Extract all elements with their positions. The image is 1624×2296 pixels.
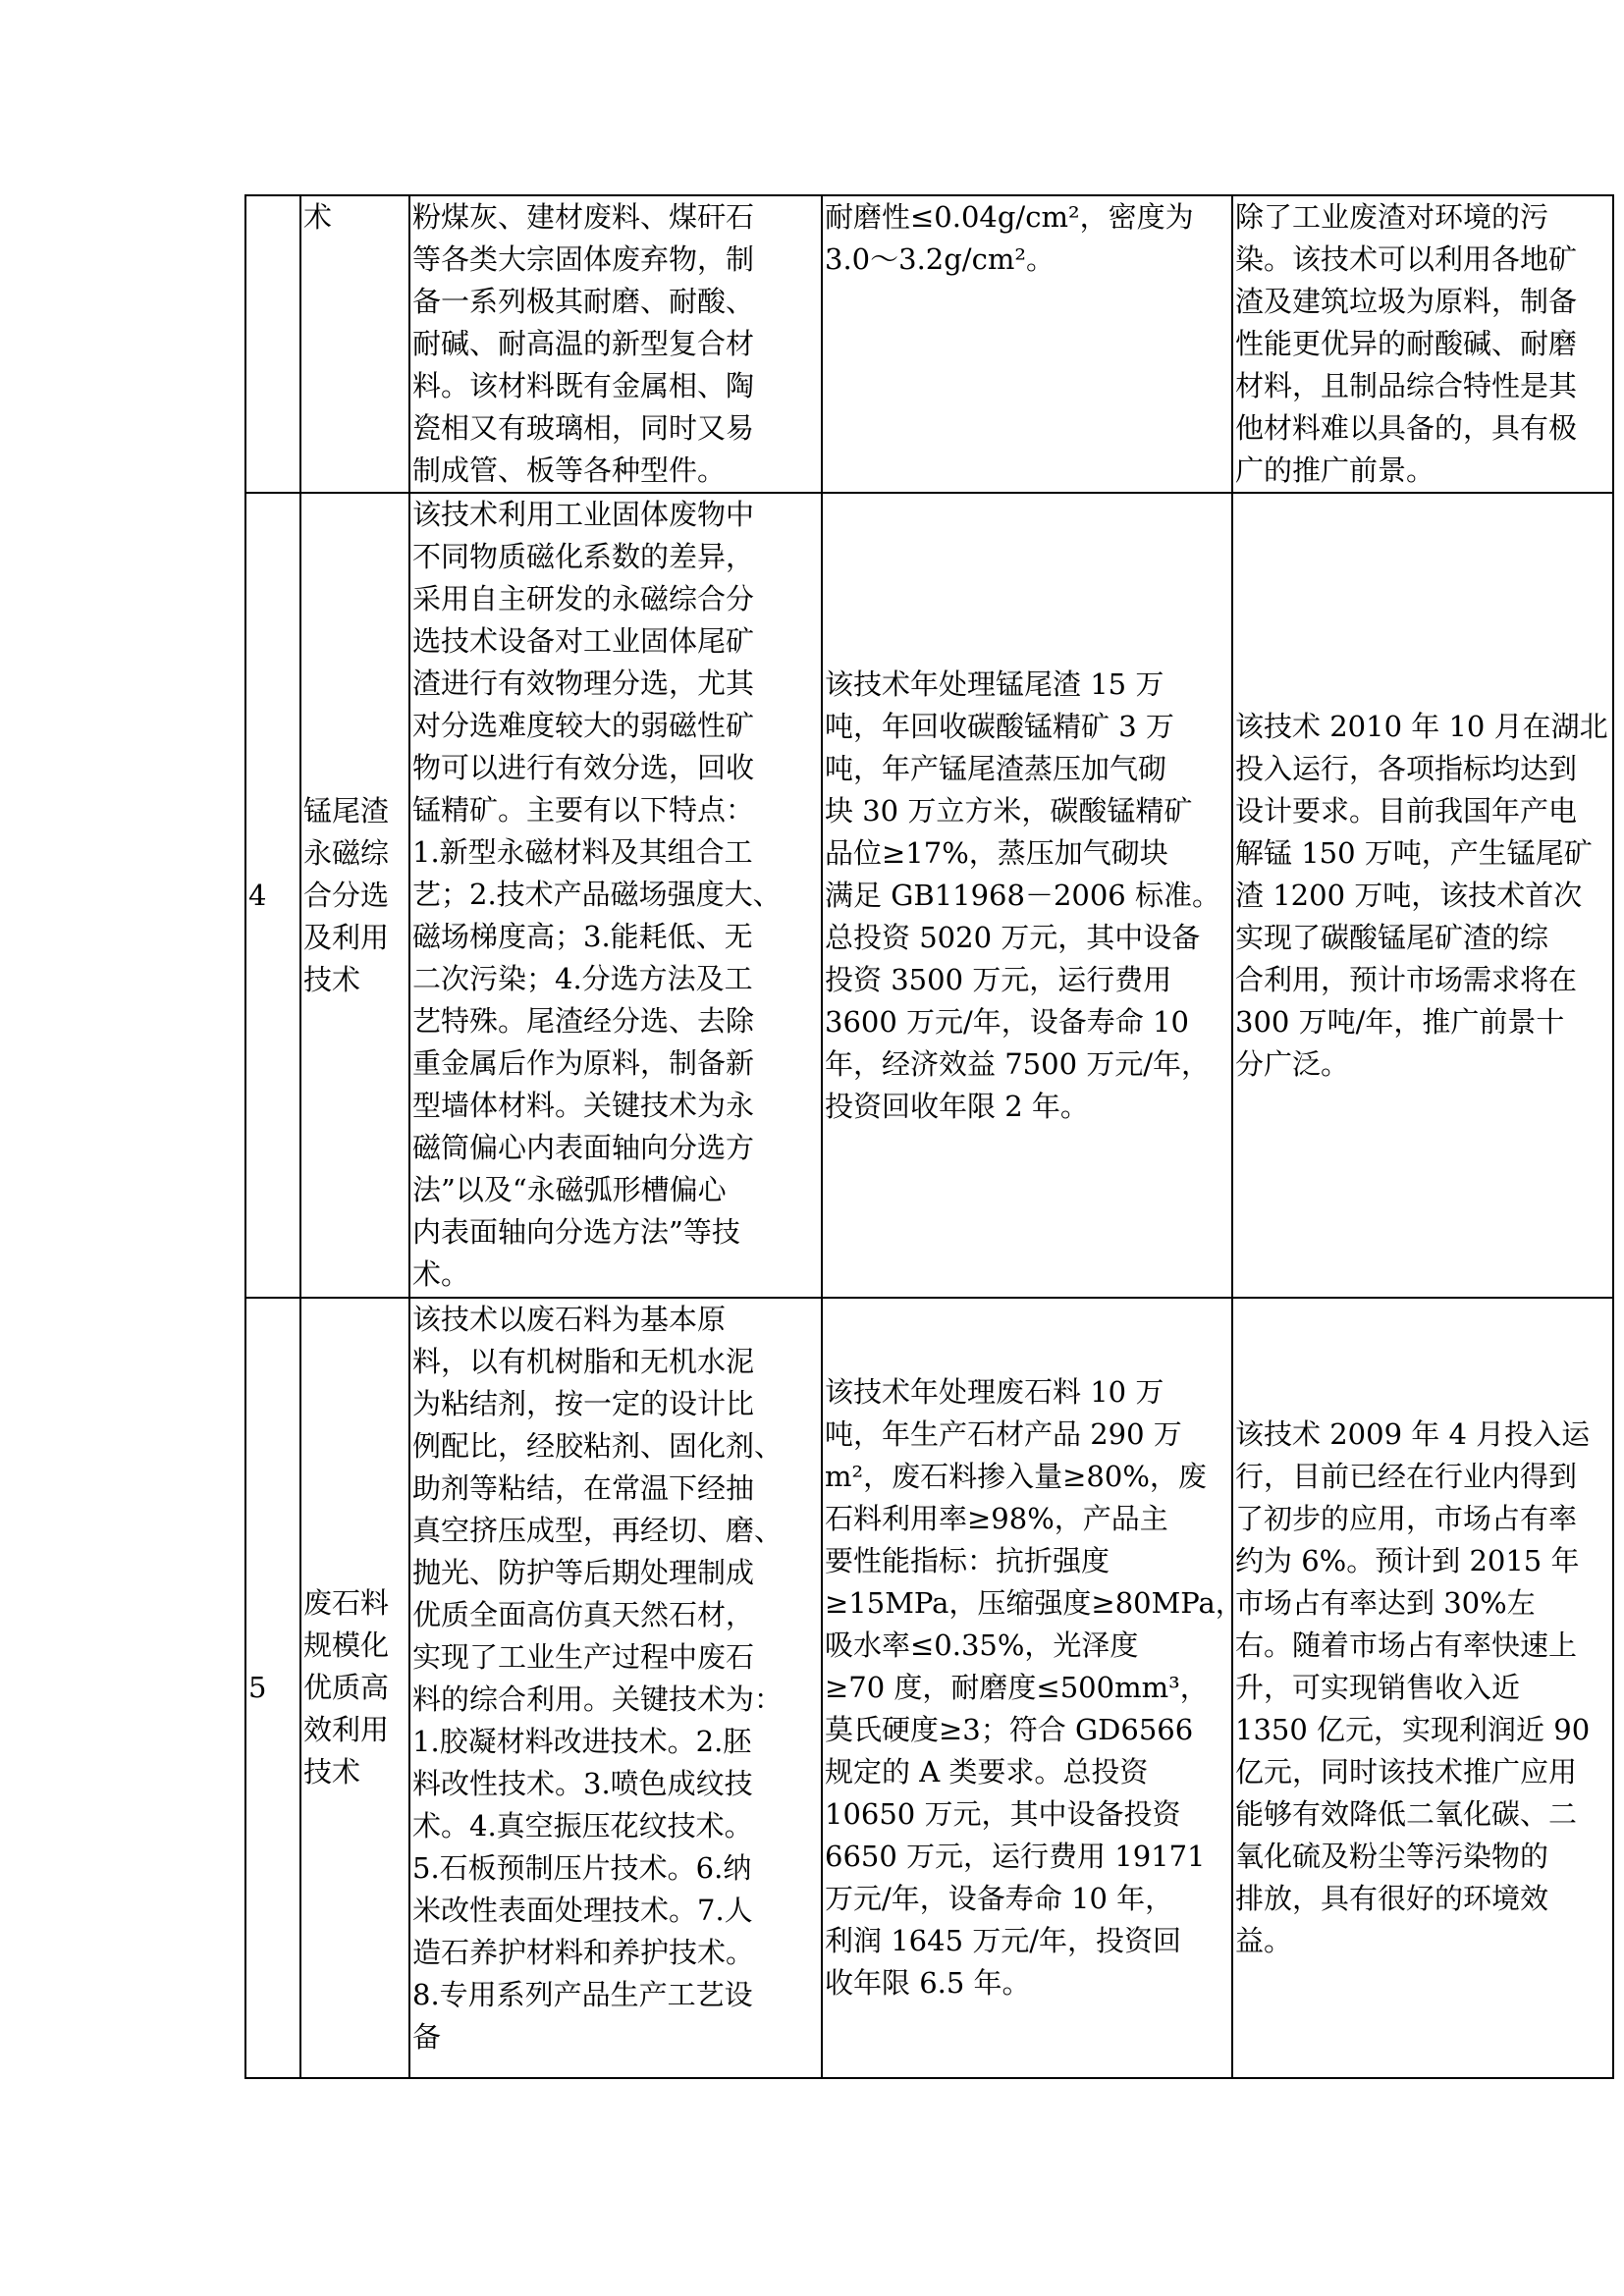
cell-text-line: 型墙体材料。关键技术为永 bbox=[412, 1089, 755, 1122]
cell-text-line: 该技术 2010 年 10 月在湖北 bbox=[1235, 709, 1608, 743]
cell-text-line: 5.石板预制压片技术。6.纳 bbox=[412, 1851, 752, 1885]
table-row bbox=[245, 493, 1613, 1298]
cell-text-line: 染。该技术可以利用各地矿 bbox=[1235, 242, 1578, 276]
cell-text-line: 行，目前已经在行业内得到 bbox=[1235, 1460, 1578, 1493]
cell-name bbox=[300, 1298, 409, 2078]
cell-text-line: 粉煤灰、建材废料、煤矸石 bbox=[412, 200, 755, 234]
cell-text-line: 备一系列极其耐磨、耐酸、 bbox=[412, 285, 755, 318]
cell-text-line: 性能更优异的耐酸碱、耐磨 bbox=[1235, 327, 1578, 360]
cell-indicators bbox=[822, 195, 1232, 493]
cell-text-line: 规定的 A 类要求。总投资 bbox=[825, 1755, 1149, 1789]
cell-text-line: 该技术年处理锰尾渣 15 万 bbox=[825, 667, 1164, 701]
cell-text-line: 广的推广前景。 bbox=[1235, 454, 1435, 487]
cell-description bbox=[409, 493, 822, 1298]
cell-text-line: 该技术以废石料为基本原 bbox=[412, 1303, 727, 1336]
cell-text-line: 1.新型永磁材料及其组合工 bbox=[412, 835, 753, 869]
technology-table bbox=[244, 194, 1614, 2079]
cell-description bbox=[409, 195, 822, 493]
cell-text-line: 术。4.真空振压花纹技术。 bbox=[412, 1809, 753, 1842]
cell-text-line: 投资回收年限 2 年。 bbox=[825, 1089, 1089, 1123]
cell-text-line: 该技术利用工业固体废物中 bbox=[412, 498, 755, 531]
cell-text-line: 氧化硫及粉尘等污染物的 bbox=[1235, 1840, 1549, 1873]
cell-text-line: 重金属后作为原料，制备新 bbox=[412, 1046, 755, 1080]
cell-text-line: 约为 6%。预计到 2015 年 bbox=[1235, 1544, 1580, 1577]
cell-text-line: 法”以及“永磁弧形槽偏心 bbox=[412, 1173, 727, 1206]
cell-text-line: 能够有效降低二氧化碳、二 bbox=[1235, 1797, 1578, 1831]
cell-text-line: 吨，年产锰尾渣蒸压加气砌 bbox=[825, 751, 1167, 785]
cell-prospects bbox=[1232, 1298, 1613, 2078]
cell-text-line: 分广泛。 bbox=[1235, 1046, 1350, 1081]
cell-text-line: 及利用 bbox=[303, 920, 390, 954]
cell-text-line: 该技术年处理废石料 10 万 bbox=[825, 1375, 1164, 1409]
cell-text-line: 合分选 bbox=[303, 878, 390, 912]
cell-text-line: 料。该材料既有金属相、陶 bbox=[412, 369, 755, 402]
cell-text-line: ≥70 度，耐磨度≤500mm³， bbox=[825, 1671, 1209, 1704]
cell-no bbox=[245, 195, 300, 493]
cell-text-line: 耐碱、耐高温的新型复合材 bbox=[412, 327, 755, 360]
cell-text-line: 造石养护材料和养护技术。 bbox=[412, 1936, 755, 1969]
cell-text-line: 术。 bbox=[412, 1257, 470, 1291]
cell-text-line: 升，可实现销售收入近 bbox=[1235, 1671, 1521, 1704]
cell-text-line: 制成管、板等各种型件。 bbox=[412, 454, 727, 487]
cell-text-line: 为粘结剂，按一定的设计比 bbox=[412, 1387, 755, 1420]
cell-text-line: 优质高 bbox=[303, 1671, 390, 1704]
cell-text-line: 1.胶凝材料改进技术。2.胚 bbox=[412, 1725, 752, 1758]
cell-text-line: 磁场梯度高；3.能耗低、无 bbox=[412, 920, 753, 953]
cell-text-line: 料，以有机树脂和无机水泥 bbox=[412, 1345, 755, 1378]
cell-text-line: 耐磨性≤0.04g/cm²，密度为 bbox=[825, 200, 1194, 234]
cell-text-line: 了初步的应用，市场占有率 bbox=[1235, 1502, 1578, 1535]
cell-text-line: 对分选难度较大的弱磁性矿 bbox=[412, 709, 755, 742]
cell-text-line: 技术 bbox=[303, 1755, 361, 1789]
cell-indicators bbox=[822, 493, 1232, 1298]
cell-text-line: 8.专用系列产品生产工艺设 bbox=[412, 1978, 753, 2011]
cell-text-line: 抛光、防护等后期处理制成 bbox=[412, 1556, 755, 1589]
table-row bbox=[245, 1298, 1613, 2078]
cell-text-line: 采用自主研发的永磁综合分 bbox=[412, 582, 755, 615]
cell-text-line: 他材料难以具备的，具有极 bbox=[1235, 411, 1578, 445]
cell-text-line: 艺特殊。尾渣经分选、去除 bbox=[412, 1004, 755, 1038]
cell-indicators bbox=[822, 1298, 1244, 2078]
cell-text-line: 吨，年生产石材产品 290 万 bbox=[825, 1417, 1182, 1451]
cell-text-line: 效利用 bbox=[303, 1713, 390, 1746]
cell-text-line: 投入运行，各项指标均达到 bbox=[1235, 751, 1578, 785]
cell-text-line: 助剂等粘结，在常温下经抽 bbox=[412, 1471, 755, 1505]
cell-text-line: 磁筒偏心内表面轴向分选方 bbox=[412, 1131, 755, 1164]
cell-text-line: 规模化 bbox=[303, 1629, 390, 1662]
cell-text-line: 真空挤压成型，再经切、磨、 bbox=[412, 1514, 784, 1547]
cell-text-line: 6650 万元，运行费用 19171 bbox=[825, 1840, 1206, 1873]
cell-text-line: 内表面轴向分选方法”等技 bbox=[412, 1215, 740, 1249]
cell-text-line: 满足 GB11968－2006 标准。 bbox=[825, 878, 1220, 912]
cell-text-line: 锰精矿。主要有以下特点： bbox=[412, 793, 755, 827]
cell-text-line: 材料，且制品综合特性是其 bbox=[1235, 369, 1578, 402]
cell-text-line: 备 bbox=[412, 2020, 442, 2054]
cell-text-line: 品位≥17%，蒸压加气砌块 bbox=[825, 835, 1168, 870]
cell-prospects bbox=[1232, 195, 1613, 493]
table-row bbox=[245, 195, 1613, 493]
cell-text-line: 例配比，经胶粘剂、固化剂、 bbox=[412, 1429, 784, 1463]
cell-text-line: 石料利用率≥98%，产品主 bbox=[825, 1502, 1168, 1535]
cell-no: 4 bbox=[245, 493, 300, 1298]
cell-text-line: 实现了碳酸锰尾矿渣的综 bbox=[1235, 920, 1549, 954]
cell-text-line: 料的综合利用。关键技术为： bbox=[412, 1682, 784, 1716]
cell-text-line: 永磁综 bbox=[303, 835, 390, 870]
cell-text-line: 优质全面高仿真天然石材， bbox=[412, 1598, 755, 1631]
cell-text-line: 1350 亿元，实现利润近 90 bbox=[1235, 1713, 1591, 1746]
cell-text-line: 瓷相又有玻璃相，同时又易 bbox=[412, 411, 755, 445]
cell-text-line: 总投资 5020 万元，其中设备 bbox=[825, 920, 1201, 954]
cell-text-line: 排放，具有很好的环境效 bbox=[1235, 1882, 1549, 1915]
cell-text-line: 吨，年回收碳酸锰精矿 3 万 bbox=[825, 709, 1174, 743]
cell-text-line: 收年限 6.5 年。 bbox=[825, 1966, 1031, 2000]
cell-text-line: 吸水率≤0.35%，光泽度 bbox=[825, 1629, 1139, 1662]
cell-text-line: 块 30 万立方米，碳酸锰精矿 bbox=[825, 793, 1193, 828]
cell-text-line: 废石料 bbox=[303, 1586, 390, 1620]
cell-text-line: 投资 3500 万元，运行费用 bbox=[825, 962, 1172, 996]
cell-text-line: 渣 1200 万吨，该技术首次 bbox=[1235, 878, 1583, 912]
cell-text-line: 要性能指标：抗折强度 bbox=[825, 1544, 1110, 1577]
cell-text-line: 米改性表面处理技术。7.人 bbox=[412, 1894, 753, 1927]
cell-prospects bbox=[1232, 493, 1613, 1298]
cell-text-line: 术 bbox=[303, 200, 333, 234]
cell-name bbox=[300, 493, 409, 1298]
cell-text-line: 艺；2.技术产品磁场强度大、 bbox=[412, 878, 782, 911]
cell-text-line: 解锰 150 万吨，产生锰尾矿 bbox=[1235, 835, 1593, 870]
cell-description bbox=[409, 1298, 822, 2078]
cell-text-line: 10650 万元，其中设备投资 bbox=[825, 1797, 1181, 1831]
cell-text-line: m²，废石料掺入量≥80%，废 bbox=[825, 1460, 1207, 1493]
cell-text-line: 市场占有率达到 30%左 bbox=[1235, 1586, 1536, 1620]
cell-text-line: 料改性技术。3.喷色成纹技 bbox=[412, 1767, 753, 1800]
cell-text-line: 该技术 2009 年 4 月投入运 bbox=[1235, 1417, 1591, 1451]
cell-text-line: 合利用，预计市场需求将在 bbox=[1235, 962, 1578, 996]
cell-text-line: 除了工业废渣对环境的污 bbox=[1235, 200, 1549, 234]
cell-text-line: 年，经济效益 7500 万元/年， bbox=[825, 1046, 1211, 1081]
cell-text-line: 不同物质磁化系数的差异， bbox=[412, 540, 755, 573]
cell-text-line: 等各类大宗固体废弃物，制 bbox=[412, 242, 755, 276]
cell-text-line: 设计要求。目前我国年产电 bbox=[1235, 793, 1578, 828]
cell-text-line: 实现了工业生产过程中废石 bbox=[412, 1640, 755, 1674]
cell-text-line: 益。 bbox=[1235, 1924, 1293, 1957]
cell-text-line: 莫氏硬度≥3；符合 GD6566 bbox=[825, 1713, 1194, 1746]
cell-text-line: 锰尾渣 bbox=[303, 793, 390, 828]
cell-text-line: 利润 1645 万元/年，投资回 bbox=[825, 1924, 1182, 1957]
cell-text-line: ≥15MPa，压缩强度≥80MPa， bbox=[825, 1586, 1244, 1620]
cell-no: 5 bbox=[245, 1298, 300, 2078]
cell-text-line: 3600 万元/年，设备寿命 10 bbox=[825, 1004, 1189, 1039]
cell-text-line: 二次污染；4.分选方法及工 bbox=[412, 962, 753, 995]
cell-text-line: 选技术设备对工业固体尾矿 bbox=[412, 624, 755, 658]
cell-text-line: 3.0～3.2g/cm²。 bbox=[825, 242, 1055, 276]
cell-text-line: 物可以进行有效分选，回收 bbox=[412, 751, 755, 784]
cell-text-line: 亿元，同时该技术推广应用 bbox=[1235, 1755, 1578, 1789]
cell-text-line: 技术 bbox=[303, 962, 361, 996]
cell-text-line: 右。随着市场占有率快速上 bbox=[1235, 1629, 1578, 1662]
cell-text-line: 万元/年，设备寿命 10 年， bbox=[825, 1882, 1174, 1915]
cell-text-line: 渣及建筑垃圾为原料，制备 bbox=[1235, 285, 1578, 318]
cell-text-line: 渣进行有效物理分选，尤其 bbox=[412, 667, 755, 700]
cell-text-line: 300 万吨/年，推广前景十 bbox=[1235, 1004, 1565, 1039]
cell-name bbox=[300, 195, 409, 493]
